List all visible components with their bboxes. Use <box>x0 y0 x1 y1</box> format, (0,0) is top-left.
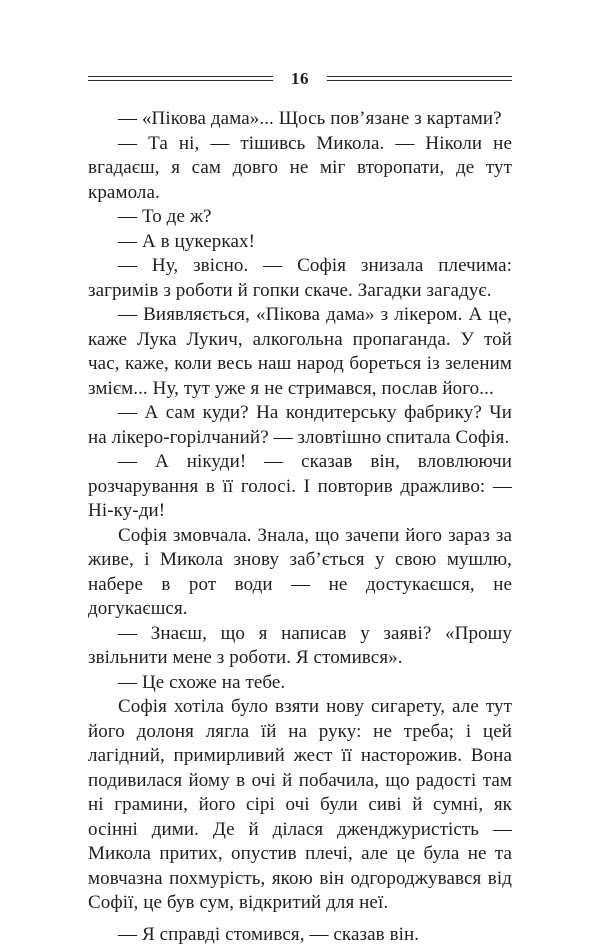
paragraph: — Це схоже на тебе. <box>118 671 286 693</box>
paragraph: — Знаєш, що я написав у заяві? «Прошу звільнити мене з роботи. Я стомився». <box>88 622 512 668</box>
paragraph: — А нікуди! — сказав він, вловлюючи розчарування в її голосі. І повторив дражливо: — Ні-ку-ди! <box>88 451 512 521</box>
page-text <box>88 107 512 947</box>
header-rule-right <box>327 76 512 81</box>
page-header <box>88 70 512 87</box>
page-number: 16 <box>291 69 309 88</box>
paragraph: Софія хотіла було взяти нову сигарету, але тут його долоня лягла їй на руку: не треба; і цей лагідний, примирливий жест її насторожив. Вона подивилася йому в очі й побачила, що радості там ні грамини, його сірі очі були сиві й сумні, як осінні дими. Де й ділася дженджуристість — Микола притих, опустив плечі, але це була не та мовчазна похмурість, якою він одгороджувався від Софії, це був сум, відкритий для неї. <box>88 696 512 913</box>
paragraph: — То де ж? <box>118 206 212 227</box>
paragraph: — Виявляється, «Пікова дама» з лікером. А це, каже Лука Лукич, алкогольна пропаганда. У той час, каже, коли весь наш народ бореться із зеленим змієм... Ну, тут уже я не стримався, послав його... <box>88 304 512 399</box>
paragraph: — Та ні, — тішивсь Микола. — Ніколи не вгадаєш, я сам довго не міг второпати, де тут крамола. <box>88 132 512 203</box>
paragraph: Софія змовчала. Знала, що зачепи його зараз за живе, і Микола знову заб’ється у свою мушлю, набере в рот води — не достукаєшся, не догукаєшся. <box>88 524 512 619</box>
header-rule-left <box>88 76 273 81</box>
paragraph: — Я справді стомився, — сказав він. <box>118 923 420 945</box>
paragraph: — Ну, звісно. — Софія знизала плечима: загримів з роботи й гопки скаче. Загадки загадує. <box>88 255 512 301</box>
paragraph: — А сам куди? На кондитерську фабрику? Чи на лікеро-горілчаний? — зловтішно спитала Софія. <box>88 402 512 448</box>
paragraph: — «Пікова дама»... Щось пов’язане з картами? <box>118 108 502 129</box>
paragraph: — А в цукерках! <box>118 230 256 252</box>
